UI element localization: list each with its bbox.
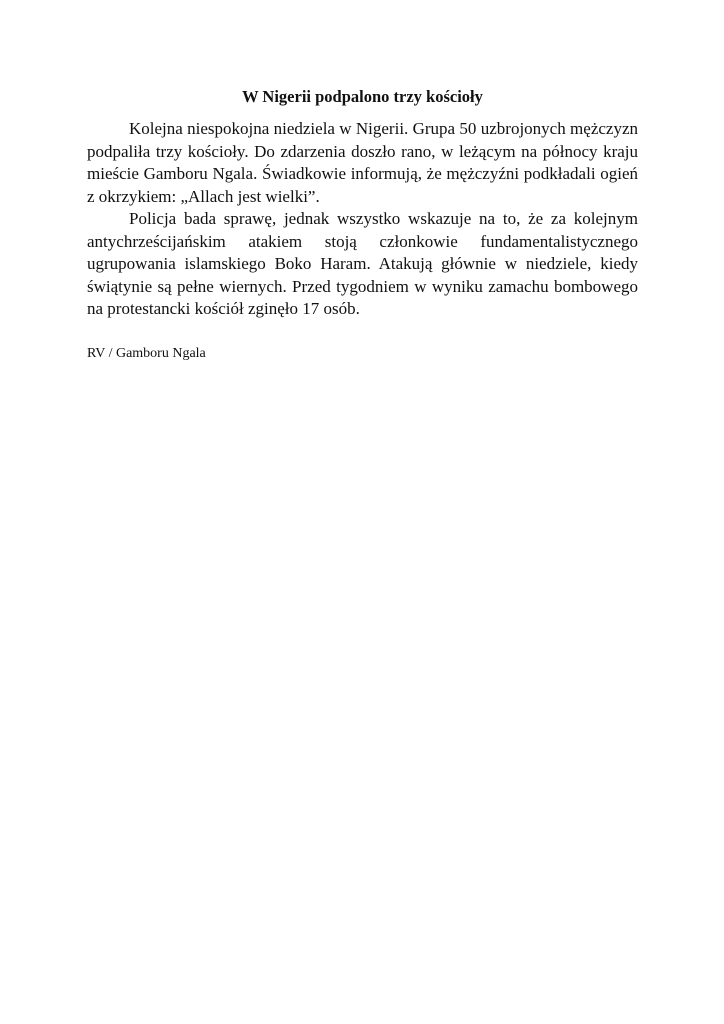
article-source: RV / Gamboru Ngala [87, 345, 206, 361]
article [87, 86, 638, 364]
article-body [87, 118, 638, 321]
article-paragraph-1: Kolejna niespokojna niedziela w Nigerii. Grupa 50 uzbrojonych mężczyzn podpaliła trzy kościoły. Do zdarzenia doszło rano, w leżącym na północy kraju mieście Gamboru Ngala. Świadkowie informują, że mężczyźni podkładali ogień z okrzykiem: „Allach jest wielki”. [87, 119, 638, 206]
article-paragraph-2: Policja bada sprawę, jednak wszystko wskazuje na to, że za kolejnym antychrześcijańskim atakiem stoją członkowie fundamentalistycznego ugrupowania islamskiego Boko Haram. Atakują głównie w niedziele, kiedy świątynie są pełne wiernych. Przed tygodniem w wyniku zamachu bombowego na protestancki kościół zginęło 17 osób. [87, 209, 638, 318]
article-title: W Nigerii podpalono trzy kościoły [242, 87, 483, 106]
